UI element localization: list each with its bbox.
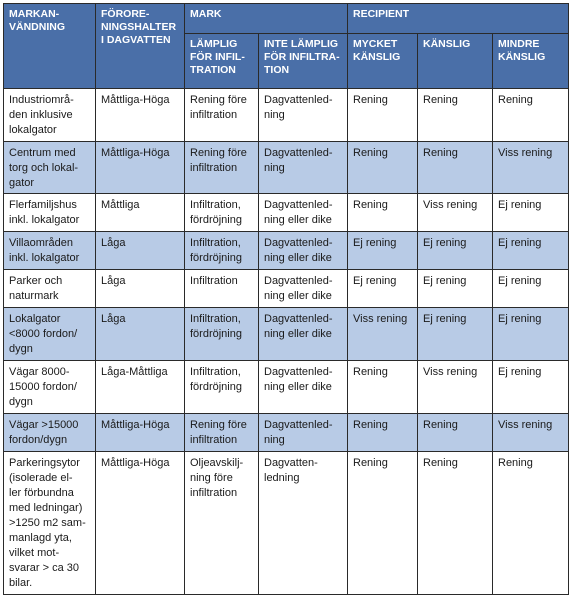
header-pollution-levels: FÖRORE- NINGSHALTER I DAGVATTEN xyxy=(96,4,185,89)
cell-less-sensitive: Ej rening xyxy=(493,361,569,414)
cell-less-sensitive: Viss rening xyxy=(493,414,569,452)
cell-unsuitable: Dagvattenled- ning eller dike xyxy=(259,361,348,414)
cell-suitable: Infiltration, fördröjning xyxy=(185,308,259,361)
cell-very-sensitive: Rening xyxy=(348,414,418,452)
cell-land-use: Parkeringsytor (isolerade el- ler förbundna med ledningar) >1250 m2 sam- manlagd yta, vilket mot- svarar > ca 30 bilar. xyxy=(4,452,96,595)
cell-very-sensitive: Ej rening xyxy=(348,270,418,308)
table-row xyxy=(4,232,569,270)
cell-land-use: Parker och naturmark xyxy=(4,270,96,308)
cell-less-sensitive: Ej rening xyxy=(493,308,569,361)
cell-sensitive: Rening xyxy=(418,142,493,194)
cell-unsuitable: Dagvattenled- ning eller dike xyxy=(259,308,348,361)
header-recipient: RECIPIENT xyxy=(348,4,569,34)
header-sensitive: KÄNSLIG xyxy=(418,34,493,89)
table-row xyxy=(4,270,569,308)
table-row xyxy=(4,89,569,142)
cell-pollution-level: Låga-Måttliga xyxy=(96,361,185,414)
header-unsuitable-infiltration: INTE LÄMPLIG FÖR INFILTRA- TION xyxy=(259,34,348,89)
cell-sensitive: Rening xyxy=(418,414,493,452)
cell-suitable: Rening före infiltration xyxy=(185,414,259,452)
header-less-sensitive: MINDRE KÄNSLIG xyxy=(493,34,569,89)
cell-sensitive: Ej rening xyxy=(418,232,493,270)
cell-land-use: Vägar >15000 fordon/dygn xyxy=(4,414,96,452)
cell-unsuitable: Dagvattenled- ning eller dike xyxy=(259,194,348,232)
cell-unsuitable: Dagvattenled- ning xyxy=(259,142,348,194)
cell-very-sensitive: Rening xyxy=(348,452,418,595)
header-suitable-infiltration: LÄMPLIG FÖR INFIL- TRATION xyxy=(185,34,259,89)
cell-land-use: Centrum med torg och lokal- gator xyxy=(4,142,96,194)
cell-suitable: Infiltration xyxy=(185,270,259,308)
table-row xyxy=(4,414,569,452)
cell-pollution-level: Låga xyxy=(96,308,185,361)
cell-very-sensitive: Rening xyxy=(348,142,418,194)
header-land-use: MARKAN- VÄNDNING xyxy=(4,4,96,89)
cell-unsuitable: Dagvattenled- ning eller dike xyxy=(259,270,348,308)
cell-less-sensitive: Rening xyxy=(493,452,569,595)
cell-very-sensitive: Rening xyxy=(348,194,418,232)
table-row xyxy=(4,452,569,595)
table-row xyxy=(4,361,569,414)
cell-unsuitable: Dagvattenled- ning xyxy=(259,414,348,452)
table-row xyxy=(4,308,569,361)
cell-less-sensitive: Rening xyxy=(493,89,569,142)
cell-sensitive: Viss rening xyxy=(418,361,493,414)
cell-suitable: Infiltration, fördröjning xyxy=(185,361,259,414)
cell-suitable: Oljeavskilj- ning före infiltration xyxy=(185,452,259,595)
header-very-sensitive: MYCKET KÄNSLIG xyxy=(348,34,418,89)
cell-very-sensitive: Rening xyxy=(348,361,418,414)
cell-suitable: Rening före infiltration xyxy=(185,142,259,194)
cell-less-sensitive: Viss rening xyxy=(493,142,569,194)
cell-unsuitable: Dagvattenled- ning xyxy=(259,89,348,142)
cell-less-sensitive: Ej rening xyxy=(493,270,569,308)
cell-less-sensitive: Ej rening xyxy=(493,194,569,232)
cell-land-use: Lokalgator <8000 fordon/ dygn xyxy=(4,308,96,361)
cell-unsuitable: Dagvattenled- ning eller dike xyxy=(259,232,348,270)
cell-pollution-level: Måttliga-Höga xyxy=(96,89,185,142)
cell-pollution-level: Måttliga xyxy=(96,194,185,232)
cell-suitable: Rening före infiltration xyxy=(185,89,259,142)
cell-less-sensitive: Ej rening xyxy=(493,232,569,270)
stormwater-treatment-table xyxy=(3,3,569,595)
cell-very-sensitive: Ej rening xyxy=(348,232,418,270)
header-mark: MARK xyxy=(185,4,348,34)
cell-very-sensitive: Viss rening xyxy=(348,308,418,361)
cell-land-use: Flerfamiljshus inkl. lokalgator xyxy=(4,194,96,232)
cell-sensitive: Ej rening xyxy=(418,308,493,361)
cell-pollution-level: Låga xyxy=(96,270,185,308)
cell-land-use: Vägar 8000- 15000 fordon/ dygn xyxy=(4,361,96,414)
cell-sensitive: Ej rening xyxy=(418,270,493,308)
cell-sensitive: Rening xyxy=(418,89,493,142)
cell-sensitive: Viss rening xyxy=(418,194,493,232)
cell-land-use: Industriområ- den inklusive lokalgator xyxy=(4,89,96,142)
cell-pollution-level: Måttliga-Höga xyxy=(96,142,185,194)
cell-sensitive: Rening xyxy=(418,452,493,595)
cell-land-use: Villaområden inkl. lokalgator xyxy=(4,232,96,270)
cell-pollution-level: Måttliga-Höga xyxy=(96,452,185,595)
cell-suitable: Infiltration, fördröjning xyxy=(185,232,259,270)
cell-pollution-level: Låga xyxy=(96,232,185,270)
cell-unsuitable: Dagvatten- ledning xyxy=(259,452,348,595)
table-row xyxy=(4,194,569,232)
cell-very-sensitive: Rening xyxy=(348,89,418,142)
cell-pollution-level: Måttliga-Höga xyxy=(96,414,185,452)
table-row xyxy=(4,142,569,194)
cell-suitable: Infiltration, fördröjning xyxy=(185,194,259,232)
